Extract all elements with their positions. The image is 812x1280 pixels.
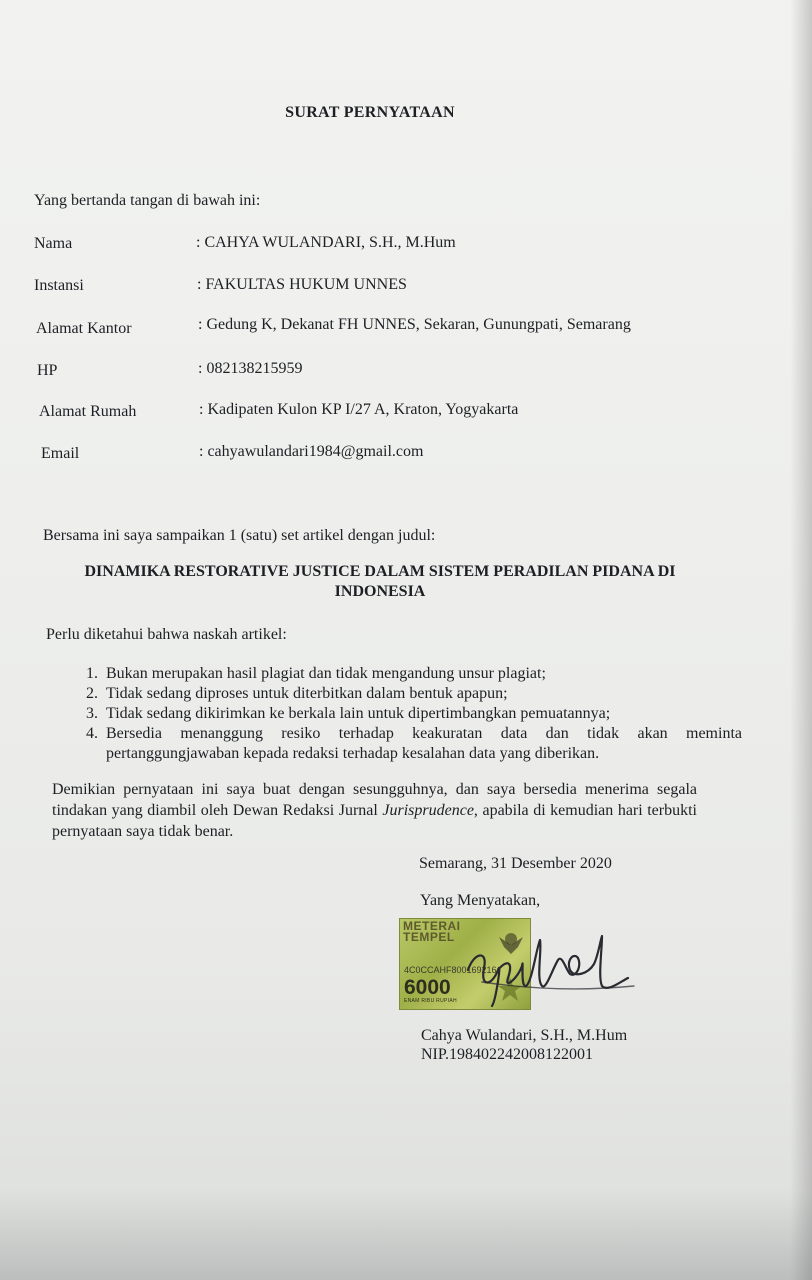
note-intro: Perlu diketahui bahwa naskah artikel:	[46, 626, 287, 643]
stamp-title	[403, 921, 461, 943]
stamp-serial: 4C0CCAHF800169216	[404, 965, 497, 975]
signer-nip: NIP.198402242008122001	[421, 1046, 594, 1063]
field-value-office-address: : Gedung K, Dekanat FH UNNES, Sekaran, Gunungpati, Semarang	[198, 316, 631, 334]
list-item: 3. Tidak sedang dikirimkan ke berkala lain untuk dipertimbangkan pemuatannya;	[102, 704, 742, 724]
field-label-office-address: Alamat Kantor	[36, 320, 132, 337]
list-item: 1. Bukan merupakan hasil plagiat dan tidak mengandung unsur plagiat;	[102, 664, 742, 684]
field-label-home-address: Alamat Rumah	[39, 403, 137, 420]
stamp-subtext: ENAM RIBU RUPIAH	[404, 998, 457, 1004]
field-value-email: : cahyawulandari1984@gmail.com	[199, 443, 423, 461]
field-label-name: Nama	[34, 235, 73, 252]
intro-text: Yang bertanda tangan di bawah ini:	[34, 192, 261, 209]
field-label-phone: HP	[37, 362, 58, 379]
page-shadow-bottom	[0, 1190, 812, 1280]
article-title: DINAMIKA RESTORATIVE JUSTICE DALAM SISTEM PERADILAN PIDANA DI INDONESIA	[84, 563, 676, 600]
field-value-institution: : FAKULTAS HUKUM UNNES	[197, 276, 407, 294]
signer-name: Cahya Wulandari, S.H., M.Hum	[421, 1027, 628, 1044]
field-label-email: Email	[41, 445, 80, 462]
conditions-list	[58, 664, 742, 764]
list-item: 2. Tidak sedang diproses untuk diterbitkan dalam bentuk apapun;	[102, 684, 742, 704]
journal-name: Jurisprudence	[382, 802, 474, 819]
stamp-title-line1: METERAI	[403, 919, 461, 933]
handwritten-signature	[462, 930, 642, 1010]
page-shadow-right	[790, 0, 812, 1280]
stamp-value: 6000	[404, 976, 451, 999]
list-item: 4. Bersedia menanggung resiko terhadap keakuratan data dan tidak akan meminta pertanggungjawaban kepada redaksi terhadap kesalahan data yang diberikan.	[102, 724, 742, 764]
stamp-title-line2: TEMPEL	[403, 930, 455, 944]
closing-paragraph	[52, 779, 697, 842]
signer-label: Yang Menyatakan,	[420, 892, 541, 909]
field-value-name: : CAHYA WULANDARI, S.H., M.Hum	[196, 234, 456, 252]
field-value-home-address: : Kadipaten Kulon KP I/27 A, Kraton, Yogyakarta	[199, 401, 518, 419]
field-value-phone: : 082138215959	[198, 360, 302, 378]
closing-text-1: Demikian pernyataan ini saya buat dengan sesungguhnya, dan saya bersedia menerima segala tindakan yang diambil oleh Dewan Redaksi Jurnal	[52, 781, 697, 819]
submission-text: Bersama ini saya sampaikan 1 (satu) set artikel dengan judul:	[43, 527, 436, 544]
field-label-institution: Instansi	[34, 277, 84, 294]
document-title: SURAT PERNYATAAN	[285, 104, 455, 121]
place-date: Semarang, 31 Desember 2020	[419, 855, 612, 872]
closing-text-2: , apabila di kemudian hari terbukti pernyataan saya tidak benar.	[52, 802, 698, 840]
